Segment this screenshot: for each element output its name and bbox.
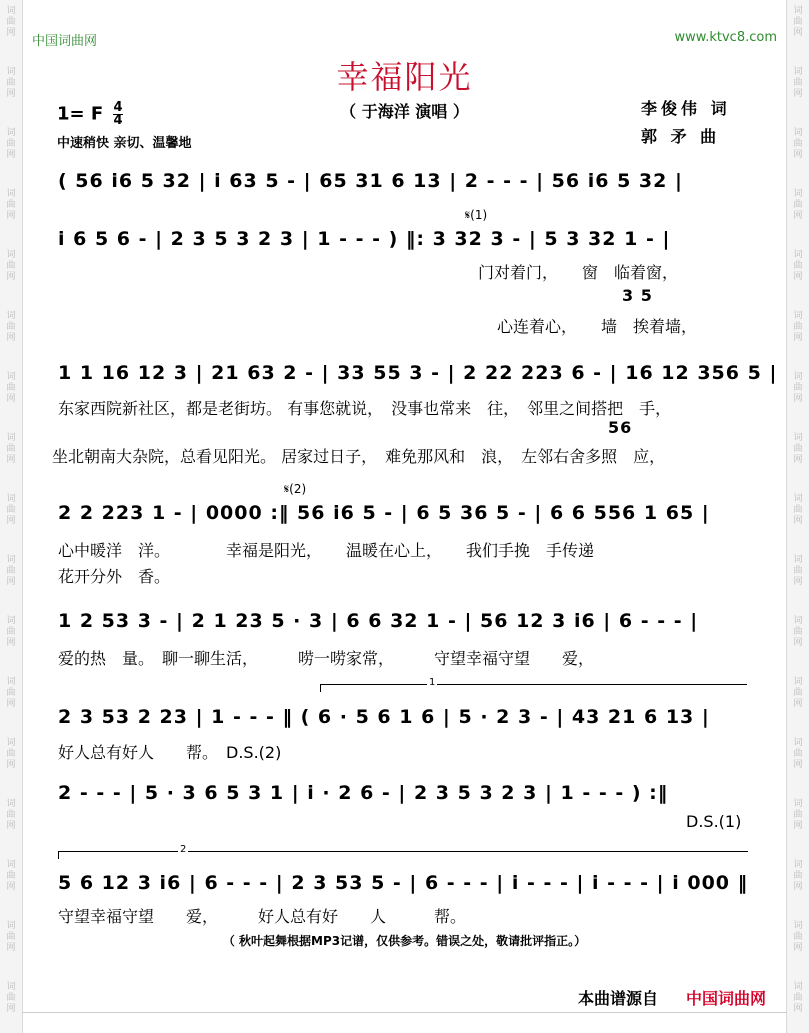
lyric-line-6: 好人总有好人 帮。 D.S.(2)	[58, 743, 282, 762]
lyric-line-8: 守望幸福守望 爱， 好人总有好 人 帮。	[58, 907, 467, 926]
source-label: 本曲谱源自	[578, 989, 659, 1008]
ds-1-marking: D.S.(1)	[686, 812, 742, 831]
segno-1: 𝄋(1)	[465, 208, 488, 222]
lyric-line-2b: 心连着心， 墙 挨着墙，	[497, 317, 698, 336]
singer-credit: （ 于海洋 演唱 ）	[340, 102, 469, 121]
lyric-line-4a: 心中暖洋 洋。 幸福是阳光， 温暖在心上， 我们手挽 手传递	[58, 541, 595, 560]
key-signature	[57, 102, 123, 127]
score-line-3: 1 1 16 12 3 | 21 63 2 - | 33 55 3 - | 2 22 223 6 - | 16 12 356 5 |	[58, 362, 778, 384]
right-watermark-strip	[786, 0, 809, 1033]
side-watermark: 词 曲 网	[6, 738, 16, 770]
side-watermark: 词 曲 网	[6, 982, 16, 1014]
score-line-6: 2 3 53 2 23 | 1 - - - ‖ ( 6 · 5 6 1 6 | 5 · 2 3 - | 43 21 6 13 |	[58, 706, 710, 728]
side-watermark: 词 曲 网	[793, 616, 803, 648]
side-watermark: 词 曲 网	[793, 921, 803, 953]
side-watermark: 词 曲 网	[793, 677, 803, 709]
side-watermark: 词 曲 网	[6, 860, 16, 892]
side-watermark: 词 曲 网	[793, 6, 803, 38]
key-label: 1= F	[57, 103, 104, 125]
side-watermark: 词 曲 网	[6, 189, 16, 221]
transcription-note: （ 秋叶起舞根据MP3记谱，仅供参考。错误之处，敬请批评指正。）	[222, 934, 587, 948]
side-watermark: 词 曲 网	[6, 67, 16, 99]
volta-1-tick	[320, 684, 321, 692]
side-watermark: 词 曲 网	[6, 128, 16, 160]
source-site-link[interactable]: 中国词曲网	[686, 989, 767, 1008]
score-line-1: ( 56 i6 5 32 | i 63 5 - | 65 31 6 13 | 2 - - - | 56 i6 5 32 |	[58, 170, 683, 192]
side-watermark: 词 曲 网	[793, 982, 803, 1014]
side-watermark: 词 曲 网	[6, 372, 16, 404]
lyric-line-4b: 花开分外 香。	[58, 567, 171, 586]
side-watermark: 词 曲 网	[793, 433, 803, 465]
tempo-marking: 中速稍快 亲切、温馨地	[57, 136, 192, 151]
side-watermark: 词 曲 网	[793, 860, 803, 892]
time-sig-top: 4	[113, 100, 123, 115]
time-sig-bottom: 4	[113, 113, 123, 128]
side-watermark: 词 曲 网	[793, 738, 803, 770]
segno-2: 𝄋(2)	[284, 482, 307, 496]
side-watermark: 词 曲 网	[6, 616, 16, 648]
side-watermark: 词 曲 网	[793, 494, 803, 526]
left-watermark-strip	[0, 0, 23, 1033]
lyric-line-3a: 东家西院新社区，都是老街坊。 有事您就说， 没事也常来 往， 邻里之间搭把 手，	[58, 399, 672, 418]
side-watermark: 词 曲 网	[6, 433, 16, 465]
side-watermark: 词 曲 网	[793, 555, 803, 587]
side-watermark: 词 曲 网	[793, 250, 803, 282]
side-watermark: 词 曲 网	[793, 372, 803, 404]
side-watermark: 词 曲 网	[793, 189, 803, 221]
footer-divider	[22, 1012, 787, 1013]
side-watermark: 词 曲 网	[6, 799, 16, 831]
composer-credit: 郭 矛 曲	[641, 127, 721, 146]
lyric-line-2a: 门对着门， 窗 临着窗，	[478, 263, 679, 282]
side-watermark: 词 曲 网	[793, 128, 803, 160]
time-signature	[113, 102, 122, 127]
lyric-line-3b: 坐北朝南大杂院，总看见阳光。 居家过日子， 难免那风和 浪， 左邻右舍多照 应，	[52, 447, 666, 466]
volta-2-tick	[58, 851, 59, 859]
volta-2-label: 2	[180, 844, 187, 855]
side-watermark: 词 曲 网	[6, 6, 16, 38]
volta-1-bracket	[320, 684, 747, 685]
side-watermark: 词 曲 网	[6, 494, 16, 526]
score-line-8: 5 6 12 3 i6 | 6 - - - | 2 3 53 5 - | 6 - - - | i - - - | i - - - | i 000 ‖	[58, 872, 749, 894]
side-watermark: 词 曲 网	[793, 799, 803, 831]
song-title: 幸福阳光	[336, 58, 473, 96]
side-watermark: 词 曲 网	[6, 311, 16, 343]
side-watermark: 词 曲 网	[6, 555, 16, 587]
volta-2-bracket	[58, 851, 748, 852]
side-watermark: 词 曲 网	[6, 677, 16, 709]
side-watermark: 词 曲 网	[793, 67, 803, 99]
alt-notes-2: 3 5	[622, 286, 653, 305]
side-watermark: 词 曲 网	[6, 921, 16, 953]
lyric-line-5: 爱的热 量。 聊一聊生活， 唠一唠家常， 守望幸福守望 爱，	[58, 649, 595, 668]
alt-notes-3: 56	[608, 418, 633, 437]
score-line-5: 1 2 53 3 - | 2 1 23 5 · 3 | 6 6 32 1 - | 56 12 3 i6 | 6 - - - |	[58, 610, 699, 632]
score-line-7: 2 - - - | 5 · 3 6 5 3 1 | i · 2 6 - | 2 3 5 3 2 3 | 1 - - - ) :‖	[58, 782, 669, 804]
volta-1-label: 1	[429, 677, 436, 688]
side-watermark: 词 曲 网	[793, 311, 803, 343]
score-line-2: i 6 5 6 - | 2 3 5 3 2 3 | 1 - - - ) ‖: 3 32 3 - | 5 3 32 1 - |	[58, 228, 671, 250]
site-url-right[interactable]: www.ktvc8.com	[674, 30, 777, 45]
lyricist-credit: 李俊伟 词	[641, 99, 731, 118]
site-name-left[interactable]: 中国词曲网	[32, 34, 98, 49]
side-watermark: 词 曲 网	[6, 250, 16, 282]
score-line-4: 2 2 223 1 - | 0000 :‖ 56 i6 5 - | 6 5 36 5 - | 6 6 556 1 65 |	[58, 502, 710, 524]
